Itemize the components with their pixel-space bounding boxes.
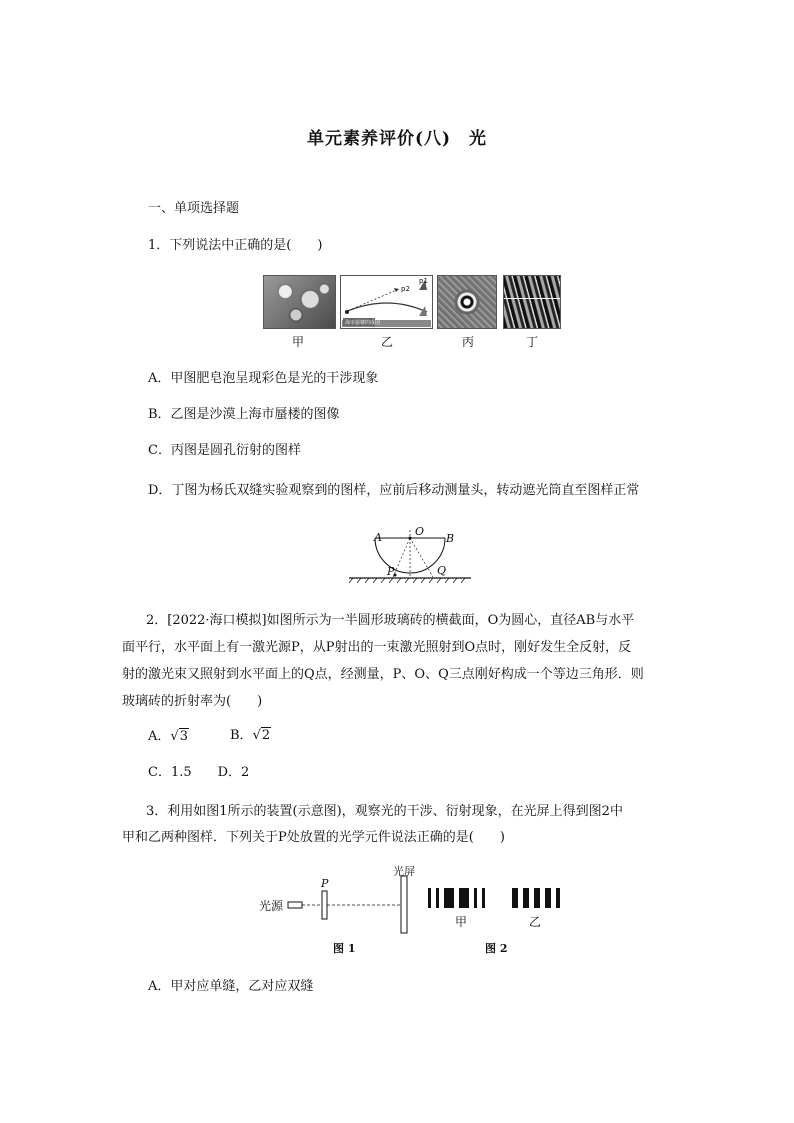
- p-label: P: [321, 877, 329, 890]
- q2-option-a-label: A．: [148, 729, 171, 744]
- circular-hole-diffraction-photo: [437, 275, 497, 329]
- q2-option-a: [148, 727, 189, 747]
- figure-label-b: B: [446, 532, 455, 545]
- q2-stem-line3: 射的激光束又照射到水平面上的Q点，经测量，P、O、Q三点刚好构成一个等边三角形．则: [122, 667, 644, 682]
- light-source-label: 光源: [259, 899, 284, 913]
- q2-stem-line2: 面平行，水平面上有一激光源P，从P射出的一束激光照射到O点时，刚好发生全反射，反: [122, 640, 632, 655]
- sqrt-2: √2: [252, 728, 271, 743]
- q2-option-b: [230, 724, 271, 743]
- q1-option-b: B．乙图是沙漠上海市蜃楼的图像: [148, 407, 340, 422]
- q2-stem-line1: 2．[2022·海口模拟]如图所示为一半圆形玻璃砖的横截面，O为圆心，直径AB与水平: [146, 613, 635, 628]
- q3-stem-line1: 3．利用如图1所示的装置(示意图)，观察光的干涉、衍射现象，在光屏上得到图2中: [146, 804, 623, 819]
- image-label-yi: 乙: [381, 335, 394, 349]
- q2-option-cd: C．1.5 D．2: [148, 765, 250, 780]
- pattern-yi: [512, 888, 560, 908]
- figure-label-a: A: [374, 531, 382, 544]
- q3-stem-line2: 甲和乙两种图样．下列关于P处放置的光学元件说法正确的是( ): [122, 830, 505, 845]
- image-label-bing: 丙: [462, 335, 475, 349]
- mirage-label-p2: p2: [401, 285, 410, 293]
- mirage-diagram: [340, 275, 433, 329]
- pattern-label-yi: 乙: [529, 915, 542, 929]
- q1-stem: 1．下列说法中正确的是( ): [148, 238, 323, 253]
- pattern-jia: [428, 888, 485, 908]
- page-title: 单元素养评价(八) 光: [306, 129, 488, 149]
- mirage-caption: 海市蜃楼的成因: [345, 320, 381, 326]
- pattern-label-jia: 甲: [455, 915, 468, 929]
- q1-option-a: A．甲图肥皂泡呈现彩色是光的干涉现象: [148, 371, 379, 386]
- soap-bubble-photo: [263, 275, 336, 329]
- screen-label: 光屏: [393, 865, 415, 878]
- section-heading: 一、单项选择题: [148, 201, 240, 216]
- q3-option-a: A．甲对应单缝，乙对应双缝: [148, 979, 314, 994]
- figure-label-q: Q: [437, 564, 447, 577]
- image-label-ding: 丁: [526, 335, 539, 349]
- figure-label-p: P: [387, 565, 395, 578]
- sqrt-2-value: 2: [261, 728, 271, 743]
- figure-label-o: O: [415, 525, 425, 538]
- figure-1-caption: 图 1: [333, 942, 356, 955]
- fringe-patterns-figure: [428, 886, 560, 910]
- q1-option-d: D．丁图为杨氏双缝实验观察到的图样，应前后移动测量头，转动遮光筒直至图样正常: [148, 483, 640, 498]
- sqrt-3-value: 3: [179, 729, 188, 744]
- q2-stem-line4: 玻璃砖的折射率为( ): [122, 694, 263, 709]
- image-label-jia: 甲: [292, 335, 305, 349]
- sqrt-3: √3: [170, 729, 188, 744]
- q1-option-c: C．丙图是圆孔衍射的图样: [148, 443, 301, 458]
- double-slit-pattern-photo: [503, 275, 561, 329]
- semicircle-glass-figure: [345, 524, 475, 586]
- q2-option-b-label: B．: [230, 728, 253, 743]
- figure-2-caption: 图 2: [485, 942, 508, 955]
- mirage-label-p1: p1: [419, 277, 428, 285]
